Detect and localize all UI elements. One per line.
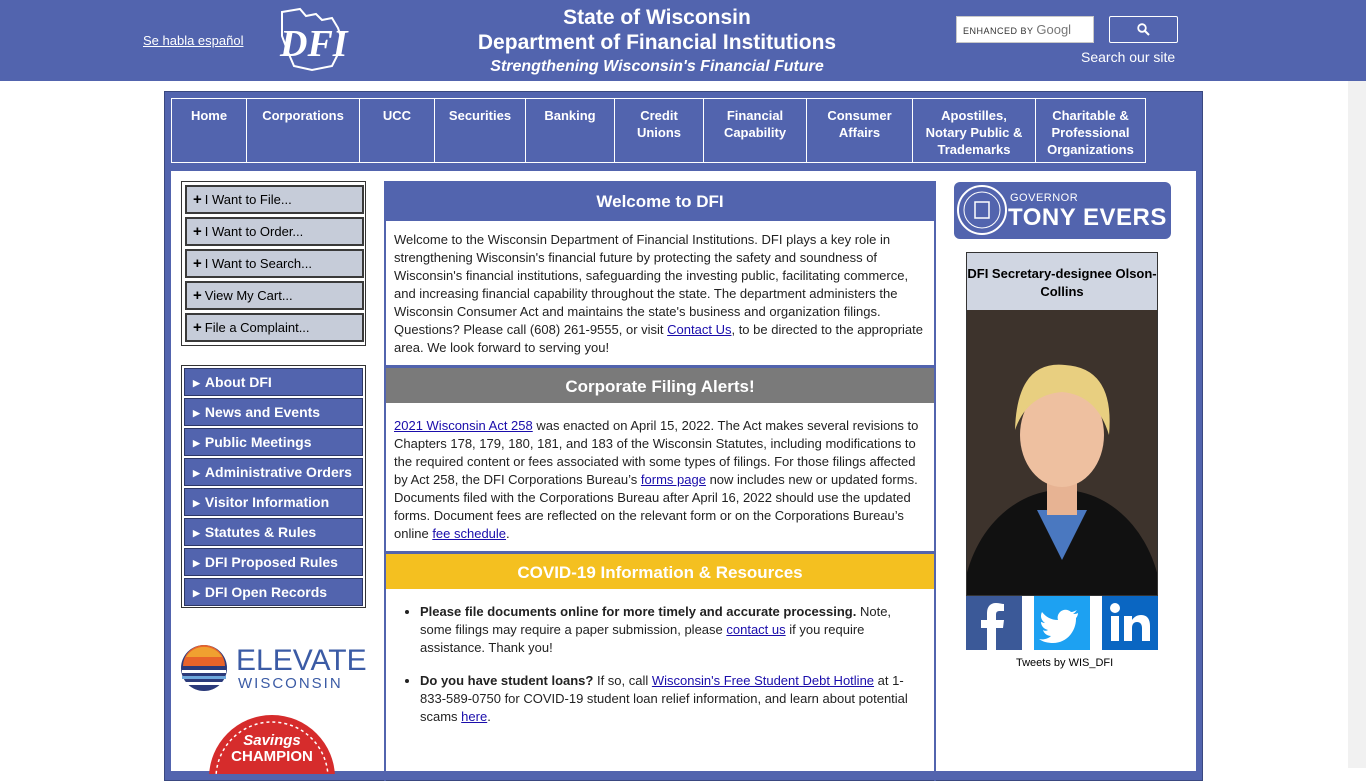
- plus-icon: +: [193, 223, 202, 240]
- fee-schedule-link[interactable]: fee schedule: [432, 526, 507, 541]
- nav-financial-capability[interactable]: Financial Capability: [704, 99, 807, 162]
- search-input[interactable]: [956, 16, 1094, 43]
- list-item: • Do you have student loans? If so, call Wisconsin's Free Student Debt Hotline at 1-833-589-0750 for COVID-19 student loan relief information, and learn about potential scams here.: [420, 672, 926, 726]
- dfi-logo[interactable]: [272, 6, 362, 72]
- governor-name: TONY EVERS: [1008, 204, 1167, 231]
- nav-home[interactable]: Home: [172, 99, 247, 162]
- svg-text:ELEVATE: ELEVATE: [236, 644, 367, 677]
- spanish-language-link[interactable]: Se habla español: [143, 33, 244, 48]
- site-header: [0, 0, 1366, 81]
- state-seal-icon: [956, 184, 1008, 236]
- triangle-right-icon: ▶: [193, 528, 200, 538]
- tweets-link[interactable]: Tweets by WIS_DFI: [1016, 657, 1114, 669]
- title-state: State of Wisconsin: [563, 6, 751, 29]
- triangle-right-icon: ▶: [193, 468, 200, 478]
- nav-consumer-affairs[interactable]: Consumer Affairs: [807, 99, 913, 162]
- triangle-right-icon: ▶: [193, 438, 200, 448]
- page-scrollbar[interactable]: [1348, 81, 1366, 768]
- site-title: [420, 5, 894, 78]
- sidebar-item-about[interactable]: ▶ About DFI: [184, 368, 363, 396]
- quick-actions-box: [181, 181, 366, 346]
- want-to-search-button[interactable]: + I Want to Search...: [185, 249, 364, 278]
- list-item: • Please file documents online for more timely and accurate processing. Note, some filings may require a paper submission, please contact us if you require assistance. Thank you!: [420, 603, 926, 657]
- nav-banking[interactable]: Banking: [526, 99, 615, 162]
- view-cart-button[interactable]: + View My Cart...: [185, 281, 364, 310]
- title-tagline: Strengthening Wisconsin's Financial Future: [490, 58, 824, 75]
- covid-heading: COVID-19 Information & Resources: [386, 551, 934, 589]
- student-debt-hotline-link[interactable]: Wisconsin's Free Student Debt Hotline: [651, 673, 875, 688]
- covid-list: [394, 603, 926, 726]
- plus-icon: +: [193, 191, 202, 208]
- nav-corporations[interactable]: Corporations: [247, 99, 360, 162]
- secretary-title: DFI Secretary-designee Olson-Collins: [967, 266, 1157, 299]
- main-content: [384, 181, 936, 781]
- sidebar-item-public-meetings[interactable]: ▶ Public Meetings: [184, 428, 363, 456]
- facebook-icon[interactable]: [966, 596, 1022, 650]
- nav-apostilles-notary-trademarks[interactable]: Apostilles, Notary Public & Trademarks: [913, 99, 1036, 162]
- triangle-right-icon: ▶: [193, 408, 200, 418]
- nav-charitable-professional[interactable]: Charitable & Professional Organizations: [1047, 108, 1134, 157]
- svg-text:DFI: DFI: [280, 23, 348, 65]
- savings-champion-logo[interactable]: [208, 714, 336, 774]
- covid-text: [386, 589, 934, 749]
- sidebar-item-open-records[interactable]: ▶ DFI Open Records: [184, 578, 363, 606]
- covid-contact-link[interactable]: contact us: [726, 622, 786, 637]
- plus-icon: +: [193, 319, 202, 336]
- sidebar-links: [181, 365, 366, 608]
- search-icon: [1137, 23, 1150, 36]
- act-258-link[interactable]: 2021 Wisconsin Act 258: [394, 418, 533, 433]
- alerts-heading: Corporate Filing Alerts!: [386, 365, 934, 403]
- secretary-photo: [967, 310, 1157, 595]
- search-label: Search our site: [1081, 49, 1176, 65]
- triangle-right-icon: ▶: [193, 588, 200, 598]
- welcome-heading: Welcome to DFI: [386, 183, 934, 221]
- nav-credit-unions[interactable]: Credit Unions: [615, 99, 704, 162]
- sidebar-item-news[interactable]: ▶ News and Events: [184, 398, 363, 426]
- twitter-icon[interactable]: [1034, 596, 1090, 650]
- forms-page-link[interactable]: forms page: [640, 472, 706, 487]
- sidebar-item-statutes[interactable]: ▶ Statutes & Rules: [184, 518, 363, 546]
- governor-label: GOVERNOR: [1010, 192, 1079, 204]
- plus-icon: +: [193, 287, 202, 304]
- triangle-right-icon: ▶: [193, 498, 200, 508]
- triangle-right-icon: ▶: [193, 558, 200, 568]
- welcome-text: Welcome to the Wisconsin Department of Financial Institutions. DFI plays a key role in strengthening Wisconsin's financial future by protecting the safety and soundness of Wisconsin's financial institutions, safeguarding the investing public, facilitating commerce, and increasing financial capability throughout the state. The department administers the Wisconsin Consumer Act and maintains the state's business and organization filings. Questions? Please call (608) 261-9555, or visit Contact Us, to be directed to the appropriate area. We look forward to serving you!: [394, 232, 923, 355]
- want-to-file-button[interactable]: + I Want to File...: [185, 185, 364, 214]
- svg-text:Savings: Savings: [243, 732, 301, 749]
- linkedin-icon[interactable]: [1102, 596, 1158, 650]
- contact-us-link[interactable]: Contact Us: [667, 322, 732, 337]
- want-to-order-button[interactable]: + I Want to Order...: [185, 217, 364, 246]
- plus-icon: +: [193, 255, 202, 272]
- elevate-wisconsin-logo[interactable]: [180, 640, 368, 696]
- main-navigation: [171, 98, 1146, 163]
- svg-text:WISCONSIN: WISCONSIN: [238, 675, 343, 692]
- nav-securities[interactable]: Securities: [435, 99, 526, 162]
- nav-ucc[interactable]: UCC: [360, 99, 435, 162]
- scams-here-link[interactable]: here: [461, 709, 488, 724]
- alerts-text: 2021 Wisconsin Act 258 was enacted on April 15, 2022. The Act makes several revisions to Chapters 178, 179, 180, 181, and 183 of the Wisconsin Statutes, including modifications to the required content or fees associated with some types of filings. For those filings affected by Act 258, the DFI Corporations Bureau’s forms page now includes new or updated forms. Documents filed with the Corporations Bureau after April 16, 2022 should use the updated forms. Document fees are reflected on the relevant form or on the Corporations Bureau’s online fee schedule.: [394, 418, 919, 541]
- sidebar-item-visitor-info[interactable]: ▶ Visitor Information: [184, 488, 363, 516]
- triangle-right-icon: ▶: [193, 378, 200, 388]
- sidebar-item-admin-orders[interactable]: ▶ Administrative Orders: [184, 458, 363, 486]
- search-brand: ENHANCED BY Googl: [963, 22, 1072, 37]
- search-button[interactable]: [1109, 16, 1178, 43]
- file-complaint-button[interactable]: + File a Complaint...: [185, 313, 364, 342]
- sidebar-item-proposed-rules[interactable]: ▶ DFI Proposed Rules: [184, 548, 363, 576]
- title-department: Department of Financial Institutions: [477, 31, 837, 54]
- secretary-card: [966, 252, 1158, 596]
- svg-text:CHAMPION: CHAMPION: [231, 748, 313, 765]
